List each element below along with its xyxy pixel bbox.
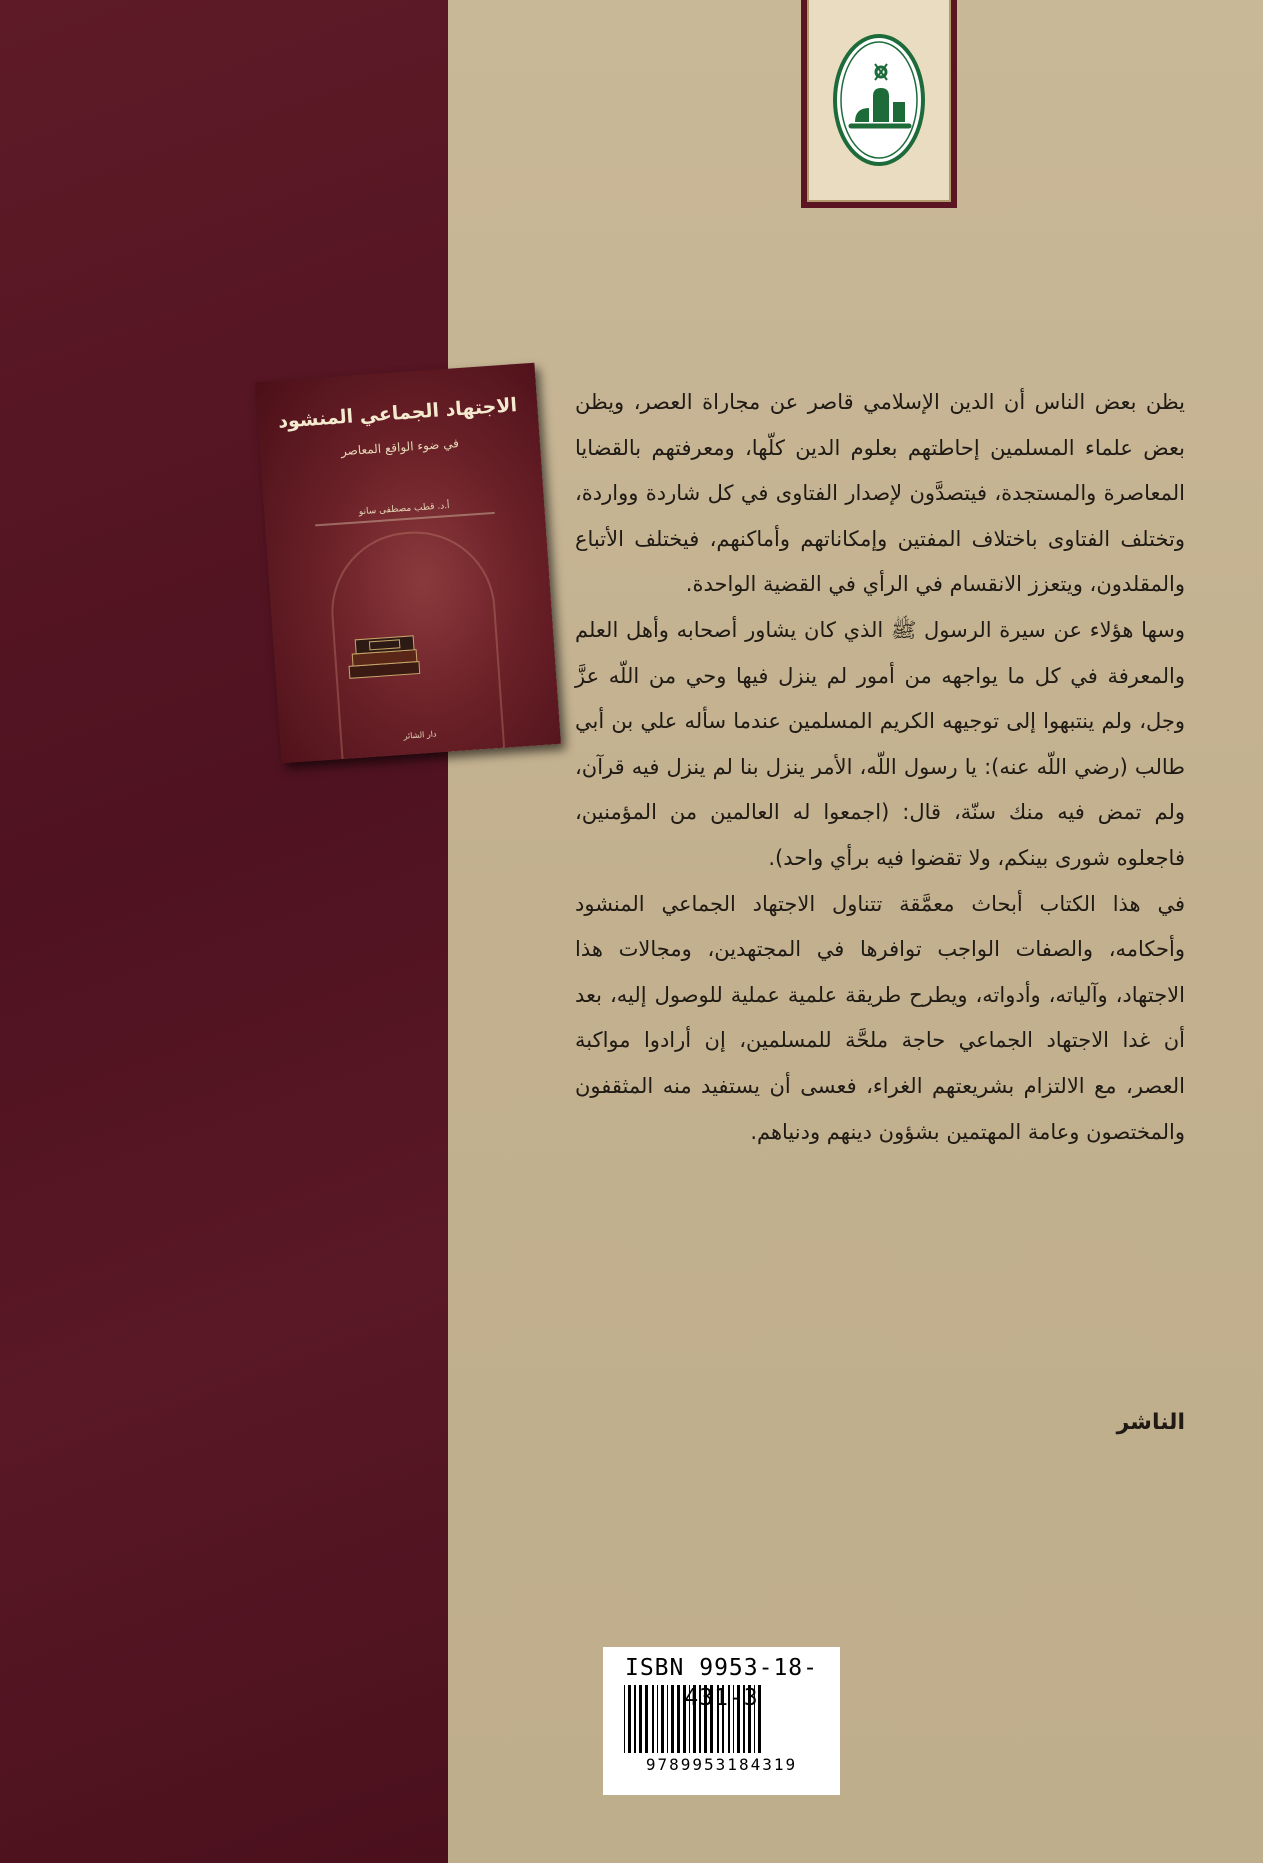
barcode-bar — [683, 1685, 686, 1753]
barcode-bar — [677, 1685, 680, 1753]
barcode-bars — [622, 1685, 822, 1753]
barcode-bar — [758, 1685, 761, 1753]
publisher-logo-plate — [807, 0, 951, 202]
featured-book-cover — [255, 363, 561, 764]
barcode-bar — [671, 1685, 674, 1753]
barcode-bar — [743, 1685, 745, 1753]
barcode-bar — [710, 1685, 713, 1753]
barcode-bar — [628, 1685, 631, 1753]
paragraph: وسها هؤلاء عن سيرة الرسول ﷺ الذي كان يشاور أصحابه وأهل العلم والمعرفة في كل ما يواجهه من أمور لم ينزل فيها وحي من اللّه عزَّ وجل، ولم ينتبهوا إلى توجيهه الكريم المسلمين عندما سأله علي بن أبي طالب (رضي اللّه عنه): يا رسول اللّه، الأمر ينزل بنا لم ينزل فيه قرآن، ولم تمض فيه منك سنّة، قال: (اجمعوا له العالمين من المؤمنين، فاجعلوه شورى بينكم، ولا تقضوا فيه برأي واحد). — [575, 617, 1185, 870]
book-author: أ.د. قطب مصطفى سانو — [358, 500, 450, 518]
barcode-bar — [717, 1685, 719, 1753]
barcode-bar — [667, 1685, 668, 1753]
barcode-bar — [624, 1685, 625, 1753]
publisher-logo-icon — [829, 30, 929, 170]
book-title: الاجتهاد الجماعي المنشود — [277, 394, 518, 433]
book-publisher: دار الشائر — [403, 729, 437, 741]
paragraph: يظن بعض الناس أن الدين الإسلامي قاصر عن مجاراة العصر، ويظن بعض علماء المسلمين إحاطتهم بعلوم الدين كلّها، ومعرفتهم بالقضايا المعاصرة والمستجدة، فيتصدَّون لإصدار الفتاوى في كل شاردة وواردة، وتختلف الفتاوى باختلاف المفتين وإمكاناتهم وأماكنهم، فيختلف الأتباع والمقلدون، ويتعزز الانقسام في الرأي في القضية الواحدة. — [575, 390, 1185, 597]
barcode-bar — [737, 1685, 740, 1753]
paragraph: في هذا الكتاب أبحاث معمَّقة تتناول الاجتهاد الجماعي المنشود وأحكامه، والصفات الواجب توافرها في المجتهدين، ومجالات هذا الاجتهاد، وآلياته، وأدواته، ويطرح طريقة علمية عملية للوصول إليه، بعد أن غدا الاجتهاد الجماعي حاجة ملحَّة للمسلمين، إن أرادوا مواكبة العصر، مع الالتزام بشريعتهم الغراء، فعسى أن يستفيد منه المثقفون والمختصون وعامة المهتمين بشؤون دينهم ودنياهم. — [575, 891, 1185, 1144]
back-cover-text — [575, 380, 1185, 1155]
barcode-bar — [693, 1685, 696, 1753]
barcode-bar — [748, 1685, 751, 1753]
barcode-bar — [754, 1685, 755, 1753]
barcode-bar — [689, 1685, 690, 1753]
book-stack-icon — [342, 621, 426, 686]
barcode-bar — [645, 1685, 648, 1753]
barcode-bar — [704, 1685, 707, 1753]
maroon-panel — [0, 0, 448, 1863]
isbn-label: ISBN 9953-18-431-3 — [624, 1655, 818, 1711]
barcode-bar — [728, 1685, 730, 1753]
publisher-logo-frame — [801, 0, 957, 208]
barcode-bar — [657, 1685, 658, 1753]
barcode-bar — [661, 1685, 664, 1753]
barcode-bar — [699, 1685, 701, 1753]
publisher-signature: الناشر — [1116, 1410, 1185, 1435]
isbn-barcode — [603, 1647, 840, 1795]
barcode-bar — [652, 1685, 654, 1753]
book-subtitle: في ضوء الواقع المعاصر — [340, 436, 460, 459]
barcode-bar — [639, 1685, 642, 1753]
barcode-bar — [733, 1685, 734, 1753]
ean-number: 9789953184319 — [645, 1755, 798, 1774]
barcode-bar — [634, 1685, 636, 1753]
barcode-bar — [722, 1685, 724, 1753]
